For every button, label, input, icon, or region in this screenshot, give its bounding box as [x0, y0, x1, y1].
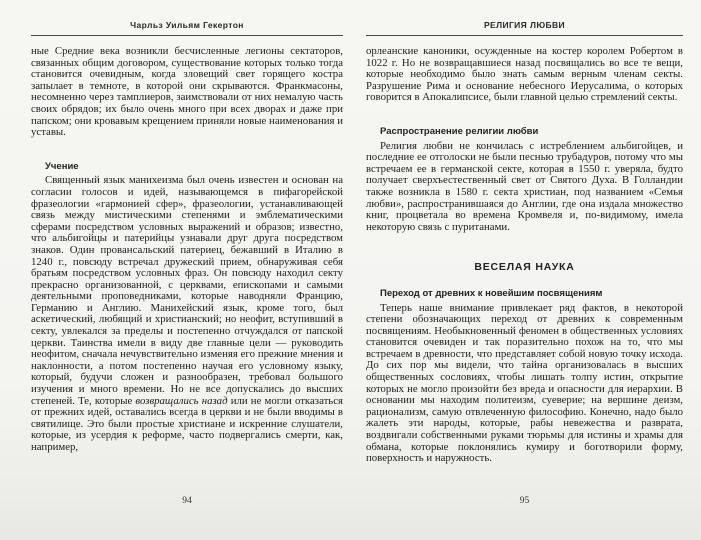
paragraph-teaching — [31, 175, 343, 453]
running-head-author: Чарльз Уильям Гекертон — [130, 20, 244, 30]
paragraph-continuation: орлеанские каноники, осужденные на костер королем Робертом в 1022 г. Но не возвращавшиеся назад посвящались во все те вещи, которые необходимо было знать самым верным членам секты. Разрушение Рима и основание небесного Иерусалима, о которых говорится в Апокалипсисе, были главной целью стремлений секты. — [366, 45, 683, 104]
right-page — [366, 18, 683, 522]
header-rule — [31, 35, 343, 36]
paragraph-continuation: ные Средние века возникли бесчисленные легионы сектаторов, связанных общим договором, существование которых только тогда становится очевидным, когда зловещий свет горящего костра запылает в темноте, в которой они скрываются. Франкмасоны, несомненно через тамплиеров, заимствовали от них немалую часть своих обрядов; их было очень много при всех дворах и даже при папском; они кровавым крещением приняли новые наименования и уставы. — [31, 45, 343, 139]
paragraph-spread-of-religion: Религия любви не кончилась с истреблением альбигойцев, и последние ее отголоски не были песнью трубадуров, потому что мы встречаем ее в германской секте, которая в 1550 г. уверяла, будто получает сверхъестественный свет от Святого Духа. В Голландии также возникла в 1580 г. секта христиан, под названием «Семья любви», распространившаяся до Англии, где она издала множество книг, процветала во времена Кромвеля и, по-видимому, имела некоторую связь с пуританами. — [366, 139, 683, 233]
left-page — [31, 18, 343, 522]
paragraph-teaching-italic-phrase: возвращались назад — [132, 394, 231, 407]
section-heading-transition: Переход от древних к новейшим посвящениям — [380, 287, 603, 299]
paragraph-transition: Теперь наше внимание привлекает ряд фактов, в некоторой степени обозначающих переход от древних к современным посвящениям. Необыкновенный феномен в общественных условиях становится очевиден и так поразительно похож на то, что мы встречаем в древности, что представляет собой новую точку исхода. До сих пор мы видели, что тайна организовалась в высших общественных сословиях, чтобы лишать толпу истин, открытие которых не могло произойти без вреда и опасности для иерархии. В основании мы находим политеизм, суеверие; на вершине деизм, рационализм, самую отвлеченную философию. Конечно, надо было жалеть эти народы, которые, рабы невежества и разврата, воздвигали собственными руками тюрьмы для истины и храмы для обмана, которые поклонялись кумиру и боготворили форму, поверхность и наружность. — [366, 301, 683, 465]
section-heading-teaching: Учение — [45, 160, 79, 172]
right-page-body — [366, 46, 683, 465]
page-number-right: 95 — [519, 496, 530, 506]
left-page-body — [31, 46, 343, 454]
chapter-heading-gay-science: ВЕСЕЛАЯ НАУКА — [474, 261, 575, 274]
section-heading-spread-of-religion: Распространение религии любви — [380, 125, 539, 137]
paragraph-teaching-text-end: или не могли отказаться от прежних идей, оставались всегда в церкви и не были вводимы в святилище. Это были простые христиане и искренние слушатели, которые, из усердия к реформе, часто подвергались смерти, как, например, — [31, 394, 343, 453]
page-number-left: 94 — [182, 496, 192, 506]
paragraph-teaching-text: Священный язык манихеизма был очень известен и основан на согласии голосов и идей, называющемся в пифагорейской фразеологии «гармонией сфер», фразеологии, устанавливающей связь между мистическими степенями и эмблематическими сферами посредством условных выражений и образов; известно, что альбигойцы и патерийцы узнавали друг друга посредством знаков. Один провансальский патериец, бежавший в Италию в 1240 г., повсюду встречал дружеский прием, обнаруживая себя братьям посредством условных фраз. Он повсюду находил секту прекрасно организованной, с церквами, епископами и самыми деятельными проповедниками, которые наводняли Францию, Германию и Англию. Манихейский язык, кроме того, был аскетический, любящий и христианский; но неофит, вступивший в секту, увлекался за пределы и постепенно отчуждался от папской церкви. Таинства имели в виду две главные цели — руководить неофитом, сначала нечувствительно изменяя его прежние мнения и наклонности, а потом постепенно научая его условному языку, который, будучи сложен и разнообразен, требовал большого изучения и много времени. Но не все допускались до высших степеней. Те, которые — [31, 174, 343, 407]
running-head-chapter: РЕЛИГИЯ ЛЮБВИ — [483, 20, 566, 30]
header-rule — [366, 35, 683, 36]
